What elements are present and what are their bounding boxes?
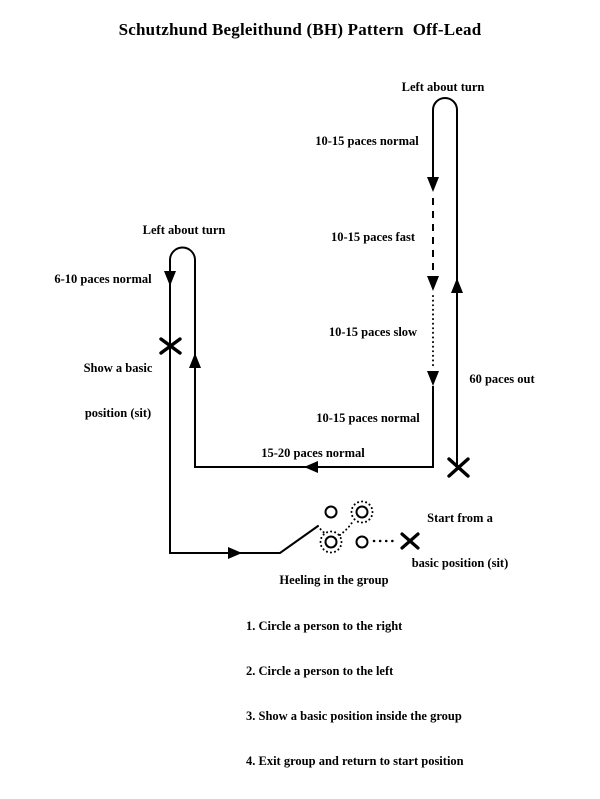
person-circle	[357, 507, 368, 518]
label-show-basic-line1: Show a basic	[83, 361, 153, 375]
arrow-down-icon	[164, 271, 176, 286]
group-step: 3. Show a basic position inside the group	[246, 709, 462, 723]
label-show-basic-position	[58, 331, 178, 451]
arrow-up-icon	[189, 353, 201, 368]
arrow-up-icon	[451, 278, 463, 293]
label-paces-normal-top: 10-15 paces normal	[315, 134, 419, 148]
arrow-right-icon	[228, 547, 242, 559]
label-start-position	[395, 481, 525, 601]
course-line-out-and-turn	[433, 98, 457, 466]
person-circle	[326, 537, 337, 548]
label-show-basic-line2: position (sit)	[84, 406, 152, 420]
label-left-about-turn-top: Left about turn	[401, 80, 485, 94]
start-position-x-icon	[449, 459, 468, 476]
course-line-return-and-left-turn	[170, 247, 433, 553]
arrow-down-icon	[427, 177, 439, 192]
arrow-down-icon	[427, 276, 439, 291]
label-left-about-turn-left: Left about turn	[142, 223, 226, 237]
page-title: Schutzhund Begleithund (BH) Pattern Off-Lead	[118, 20, 482, 39]
person-circle	[357, 537, 368, 548]
label-paces-normal-cross: 15-20 paces normal	[261, 446, 365, 460]
label-paces-fast: 10-15 paces fast	[330, 230, 415, 244]
arrow-left-icon	[304, 461, 318, 473]
person-circle	[326, 507, 337, 518]
label-paces-out: 60 paces out	[469, 372, 535, 386]
group-steps-list	[246, 589, 464, 799]
group-step: 4. Exit group and return to start position	[246, 754, 464, 768]
group-step: 2. Circle a person to the left	[246, 664, 394, 678]
group-heading: Heeling in the group	[279, 573, 389, 587]
label-paces-normal-left: 6-10 paces normal	[54, 272, 152, 286]
group-step: 1. Circle a person to the right	[246, 619, 403, 633]
label-paces-normal-mid: 10-15 paces normal	[316, 411, 420, 425]
arrow-down-icon	[427, 371, 439, 386]
label-start-line1: Start from a	[427, 511, 493, 525]
label-paces-slow: 10-15 paces slow	[328, 325, 418, 339]
label-start-line2: basic position (sit)	[411, 556, 509, 570]
